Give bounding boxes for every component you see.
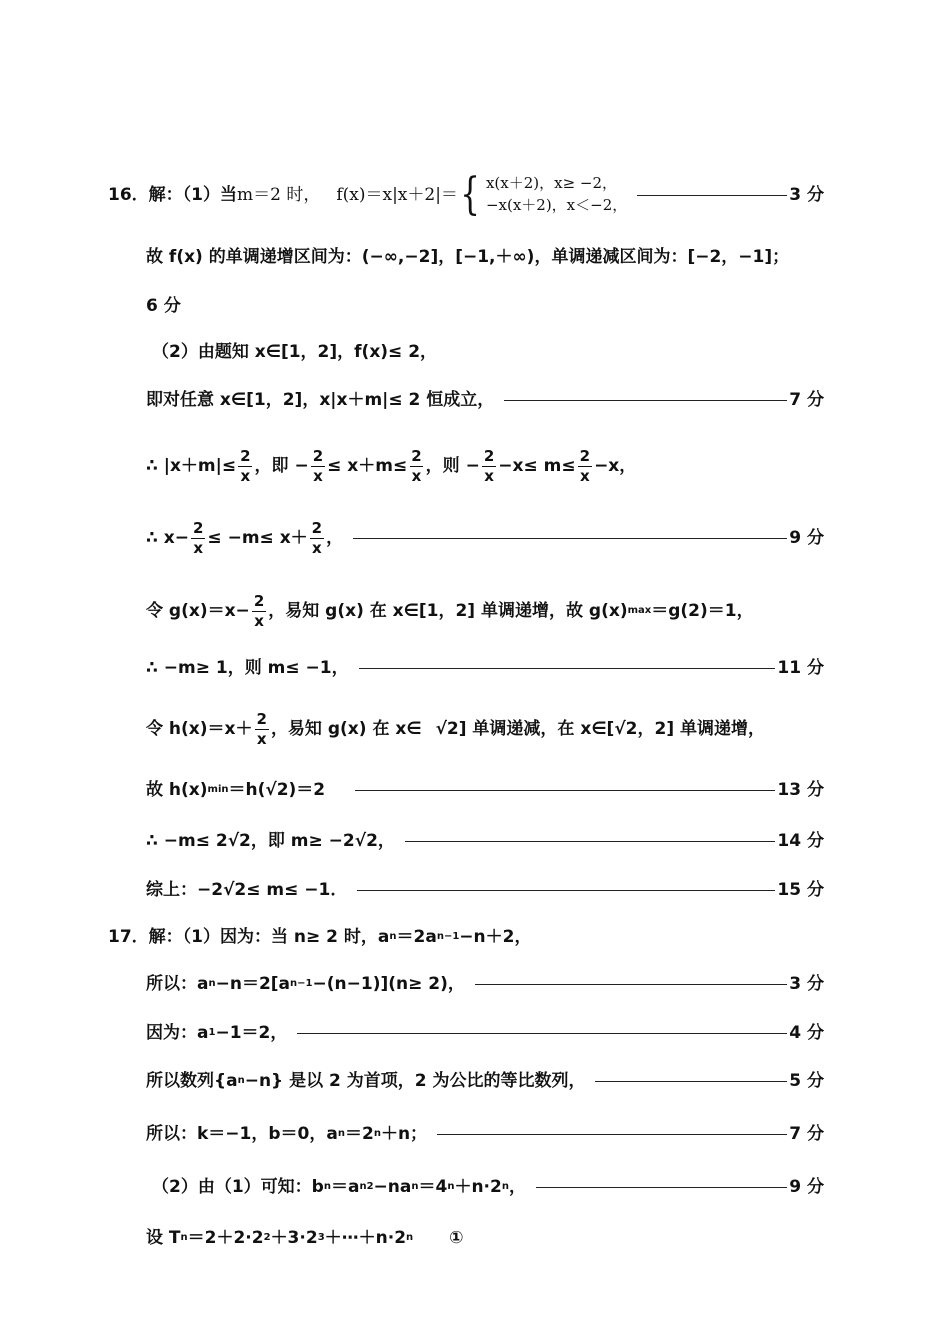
fraction	[255, 709, 269, 748]
fraction	[310, 518, 324, 557]
q17-line-5	[146, 1124, 824, 1144]
numerator: 2	[483, 446, 495, 465]
score-label: 14 分	[777, 831, 824, 851]
subscript: 1	[208, 1027, 216, 1039]
q16-condition: m＝2 时，	[237, 184, 321, 205]
q16-line-3	[146, 296, 824, 316]
denominator: x	[313, 466, 323, 485]
q16-line-6	[146, 443, 824, 489]
q17-line-1	[108, 927, 824, 947]
text-segment: 所以数列{a	[146, 1071, 238, 1091]
score-leader-line	[637, 195, 787, 196]
subscript: n	[359, 1181, 367, 1193]
text-segment: ＝2a	[396, 927, 437, 947]
text-segment: −x，	[594, 455, 637, 476]
q17-line-3	[146, 1023, 824, 1043]
q16-line-10	[146, 706, 824, 752]
denominator: x	[312, 538, 322, 557]
denominator: x	[254, 611, 264, 630]
q16-function: f(x)＝x|x＋2|＝	[336, 184, 458, 205]
text-segment: 所以：k＝−1，b＝0，a	[146, 1124, 338, 1144]
numerator: 2	[579, 446, 591, 465]
text-segment: −1＝2，	[215, 1023, 288, 1043]
q16-line-4	[152, 342, 824, 362]
superscript: n	[447, 1181, 455, 1193]
text-segment: ＋⋯＋n·2	[324, 1228, 407, 1248]
text-segment: ＝a	[330, 1177, 360, 1197]
denominator: x	[484, 466, 494, 485]
score-leader-line	[357, 890, 775, 891]
q16-line-12	[146, 831, 824, 851]
fraction	[238, 446, 252, 485]
score-label: 15 分	[777, 880, 824, 900]
q17-line-2	[146, 974, 824, 994]
numerator: 2	[312, 446, 324, 465]
text-segment: ＝2＋2·2	[187, 1228, 264, 1248]
fraction	[409, 446, 423, 485]
score-label: 6 分	[146, 296, 181, 316]
score-label: 9 分	[789, 1177, 824, 1197]
text-segment: ，即 −	[254, 455, 309, 476]
numerator: 2	[240, 446, 251, 465]
q17-line-6	[152, 1177, 824, 1197]
text-segment: −n＝2[a	[215, 974, 291, 994]
q16-line-11	[146, 780, 824, 800]
text-segment: 因为：a	[146, 1023, 209, 1043]
q16-line-9	[146, 658, 824, 678]
inequality-statement: 即对任意 x∈[1，2]，x|x＋m|≤ 2 恒成立，	[146, 390, 495, 410]
q17-line-7	[146, 1228, 824, 1248]
subscript: n	[180, 1232, 188, 1244]
text-segment: −n} 是以 2 为首项，2 为公比的等比数列，	[244, 1071, 586, 1091]
q16-line-7	[146, 515, 824, 561]
denominator: x	[193, 538, 204, 557]
text-segment: ＝4	[418, 1177, 448, 1197]
denominator: x	[256, 729, 267, 748]
text-segment: ，	[326, 527, 344, 548]
score-label: 3 分	[789, 974, 824, 994]
subscript: min	[207, 784, 229, 796]
score-label: 5 分	[789, 1071, 824, 1091]
score-leader-line	[405, 841, 776, 842]
q16-heading: 16．解：（1）当	[108, 184, 237, 205]
text-segment: ＋3·2	[270, 1228, 318, 1248]
subscript: max	[627, 605, 652, 616]
text-segment: ≤ −m≤ x＋	[207, 527, 308, 548]
numerator: 2	[311, 518, 323, 537]
text-segment: −n＋2，	[459, 927, 532, 947]
q17-line-4	[146, 1071, 824, 1091]
q16-line-1	[108, 169, 824, 220]
score-leader-line	[297, 1033, 787, 1034]
superscript: 2	[366, 1181, 374, 1193]
text-segment: −na	[373, 1177, 412, 1197]
subscript: n	[208, 978, 216, 990]
q16-line-5	[146, 390, 824, 410]
score-label: 7 分	[789, 1124, 824, 1144]
score-label: 4 分	[789, 1023, 824, 1043]
subscript: n	[323, 1181, 331, 1193]
monotonic-intervals: 故 f(x) 的单调递增区间为：(−∞,−2]，[−1,＋∞)，单调递减区间为：[−2，−1]；	[146, 247, 790, 267]
subscript: n−1	[290, 978, 313, 990]
text-segment: ，	[508, 1177, 526, 1197]
fraction	[578, 446, 592, 485]
numerator: 2	[256, 709, 267, 728]
brace-symbol: {	[460, 169, 480, 220]
text-segment: ≤ x＋m≤	[327, 455, 408, 476]
text-segment: 令 g(x)＝x−	[146, 600, 250, 621]
text-segment: ＝2	[344, 1124, 374, 1144]
score-leader-line	[595, 1081, 787, 1082]
superscript: n	[406, 1232, 414, 1244]
text-segment: 综上：−2√2≤ m≤ −1．	[146, 880, 348, 900]
score-leader-line	[353, 538, 787, 539]
score-leader-line	[475, 984, 787, 985]
fraction	[252, 591, 266, 630]
superscript: n	[501, 1181, 509, 1193]
text-segment: ∴ x−	[146, 527, 189, 548]
score-leader-line	[536, 1187, 787, 1188]
case-2: −x(x＋2)，x＜−2，	[485, 196, 628, 214]
fraction	[482, 446, 496, 485]
score-label: 11 分	[777, 658, 824, 678]
superscript: 2	[263, 1232, 271, 1244]
text-segment: 故 h(x)	[146, 780, 208, 800]
equation-marker: ①	[449, 1228, 464, 1248]
denominator: x	[411, 466, 422, 485]
piecewise-cases	[486, 173, 627, 217]
text-segment: ，易知 g(x) 在 x∈[1，2] 单调递增，故 g(x)	[268, 600, 628, 621]
fraction	[311, 446, 325, 485]
text-segment: 设 T	[146, 1228, 181, 1248]
score-label: 13 分	[777, 780, 824, 800]
text-segment: ＋n；	[380, 1124, 428, 1144]
denominator: x	[580, 466, 590, 485]
text-segment: （2）由（1）可知：b	[152, 1177, 324, 1197]
part-2-condition: （2）由题知 x∈[1，2]，f(x)≤ 2，	[152, 342, 438, 362]
numerator: 2	[411, 446, 422, 465]
text-segment: √2] 单调递减，在 x∈[√2，2] 单调递增，	[435, 718, 766, 739]
q16-line-13	[146, 880, 824, 900]
numerator: 2	[192, 518, 204, 537]
score-label: 7 分	[789, 390, 824, 410]
score-leader-line	[355, 790, 775, 791]
text-segment: 令 h(x)＝x＋	[146, 718, 253, 739]
text-segment: −x≤ m≤	[498, 455, 576, 476]
text-segment: ∴ −m≤ 2√2，即 m≥ −2√2，	[146, 831, 395, 851]
q16-piecewise	[458, 169, 628, 220]
subscript: n	[237, 1075, 245, 1087]
score-label: 9 分	[789, 527, 824, 548]
text-segment: ，易知 g(x) 在 x∈	[270, 718, 422, 739]
text-segment: ＋n·2	[454, 1177, 502, 1197]
text-segment: ＝h(√2)＝2	[228, 780, 326, 800]
text-segment: ，则 −	[425, 455, 480, 476]
text-segment: 所以：a	[146, 974, 209, 994]
superscript: 3	[317, 1232, 325, 1244]
case-1: x(x＋2)，x≥ −2，	[485, 174, 618, 193]
score-leader-line	[504, 400, 787, 401]
superscript: n	[373, 1128, 381, 1140]
denominator: x	[240, 466, 251, 485]
fraction	[191, 518, 205, 557]
score-label: 3 分	[789, 184, 824, 205]
subscript: n	[337, 1128, 345, 1140]
text-segment: ＝g(2)＝1，	[651, 600, 754, 621]
subscript: n	[411, 1181, 419, 1193]
score-leader-line	[359, 668, 776, 669]
text-segment: ∴ |x＋m|≤	[146, 455, 237, 476]
score-leader-line	[437, 1134, 787, 1135]
text-segment: 17．解：（1）因为：当 n≥ 2 时，a	[108, 927, 390, 947]
numerator: 2	[253, 591, 265, 610]
text-segment: ∴ −m≥ 1，则 m≤ −1，	[146, 658, 349, 678]
text-segment: −(n−1)](n≥ 2)，	[312, 974, 465, 994]
q16-line-2	[146, 247, 824, 267]
subscript: n−1	[436, 931, 460, 943]
q16-line-8	[146, 588, 824, 634]
subscript: n	[389, 931, 397, 943]
